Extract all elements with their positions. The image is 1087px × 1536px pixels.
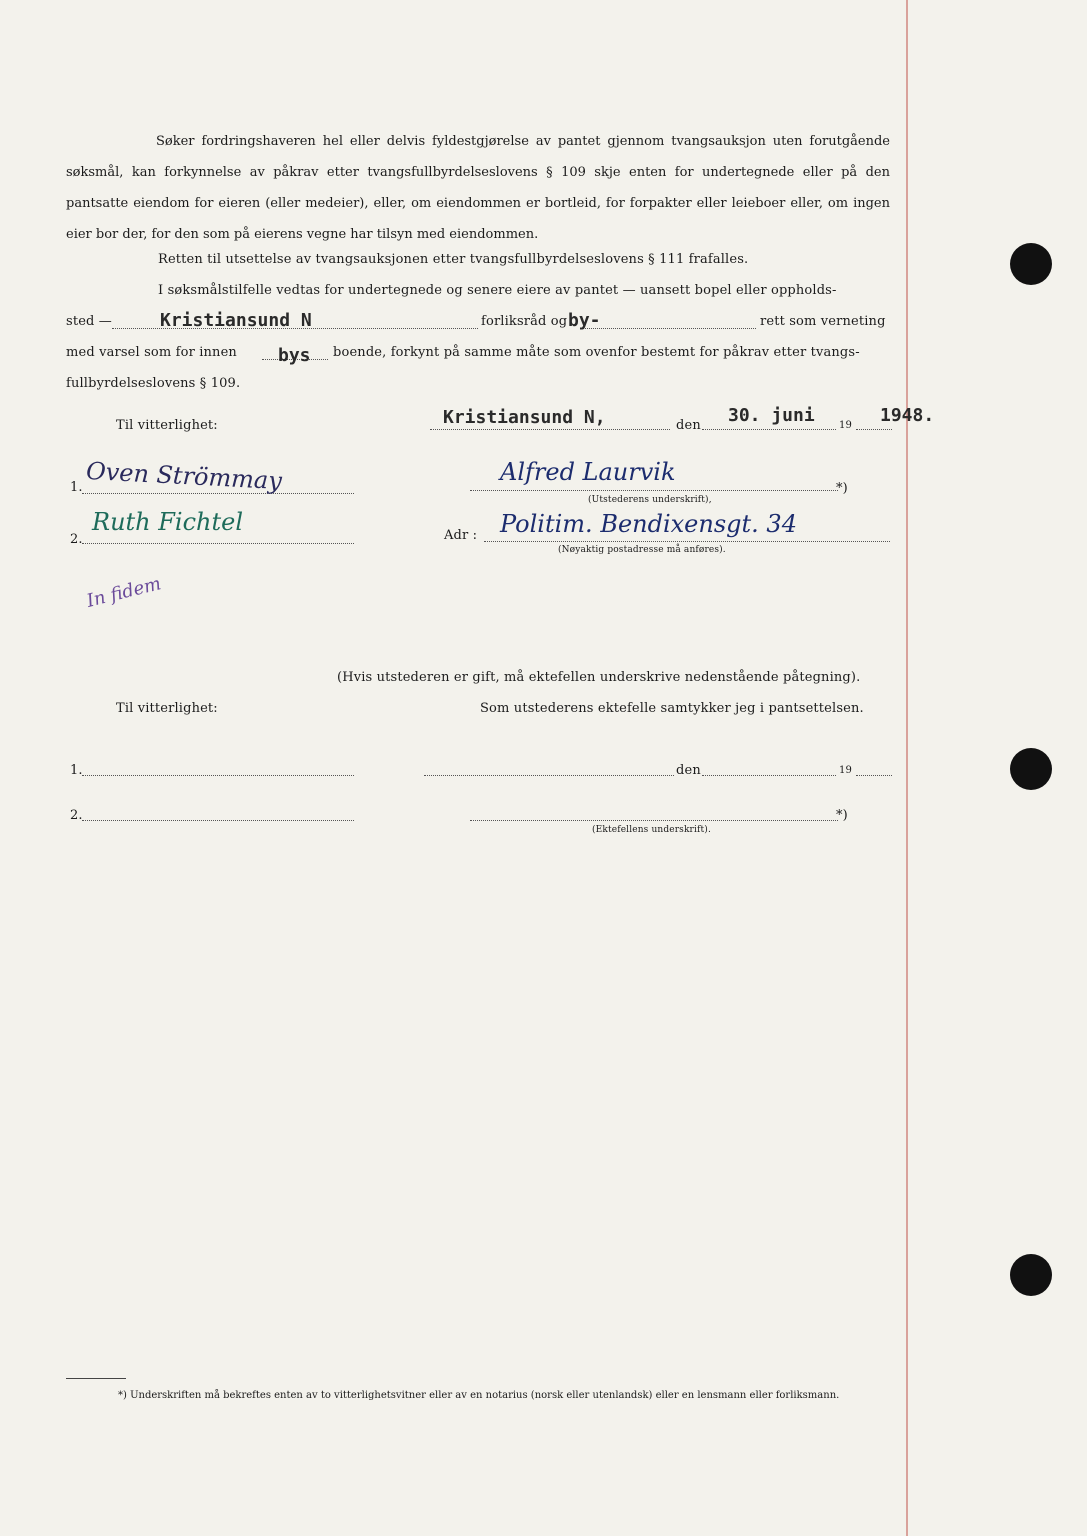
filled-court: by- (568, 310, 601, 331)
witness-signature-1: Oven Strömmay (85, 456, 283, 496)
spouse-date-place-line (424, 775, 674, 776)
filled-bys: bys (278, 345, 311, 366)
witness-signature-2: Ruth Fichtel (92, 508, 244, 536)
spouse-label-century: 19 (839, 765, 853, 776)
issuer-signature-line (470, 490, 838, 491)
filled-place: Kristiansund N (160, 310, 312, 331)
label-med-varsel: med varsel som for innen (66, 345, 237, 360)
label-til-vitterlighet: Til vitterlighet: (116, 418, 218, 433)
filled-date-year: 1948. (880, 405, 935, 426)
spouse-date-year-line (856, 775, 892, 776)
footnote-text: *) Underskriften må bekreftes enten av to vitterlighetsvitner eller av en notarius (norsk eller utenlandsk) eller en lensmann eller forliksmann. (118, 1390, 840, 1401)
witness-number-2: 2. (70, 532, 83, 547)
label-fullbyrdelse: fullbyrdelseslovens § 109. (66, 376, 241, 391)
witness-number-1: 1. (70, 480, 83, 495)
spouse-witness-line-2 (82, 820, 354, 821)
paragraph-tvangsauksjon: Søker fordringshaveren hel eller delvis fyldestgjørelse av pantet gjennom tvangsauksjon uten forutgående søksmål, kan forkynnelse av påkrav etter tvangsfullbyrdelseslovens § 109 skje enten for undertegnede eller på den pantsatte eiendom for eieren (eller medeier), eller, om eiendommen er bortleid, for forpakter eller leieboer eller, om ingen eier bor der, for den som på eierens vegne har tilsyn med eiendommen. (66, 134, 890, 242)
footnote-rule (66, 1378, 126, 1379)
label-boende: boende, forkynt på samme måte som ovenfor bestemt for påkrav etter tvangs- (333, 345, 860, 360)
spouse-date-day-line (702, 775, 836, 776)
address-line (484, 541, 890, 542)
spouse-witness-line-1 (82, 775, 354, 776)
label-century: 19 (839, 420, 853, 431)
paragraph-utsettelse: Retten til utsettelse av tvangsauksjonen etter tvangsfullbyrdelseslovens § 111 frafalles. (158, 252, 749, 267)
text-som-ektefelle: Som utstederens ektefelle samtykker jeg i pantsettelsen. (480, 701, 864, 716)
spouse-witness-number-1: 1. (70, 763, 83, 778)
punch-hole (1010, 748, 1052, 790)
issuer-address: Politim. Bendixensgt. 34 (500, 510, 797, 538)
label-rett: rett som verneting (760, 314, 886, 329)
label-adr: Adr : (444, 528, 478, 543)
label-den: den (676, 418, 701, 433)
paragraph-verneting-line1: I søksmålstilfelle vedtas for undertegnede og senere eiere av pantet — uansett bopel eller oppholds- (158, 283, 837, 298)
label-sted: sted — (66, 314, 112, 329)
label-forliksrad: forliksråd og (481, 314, 568, 329)
spouse-footnote-mark: *) (836, 808, 848, 823)
field-line-date-year (856, 429, 892, 430)
punch-hole (1010, 1254, 1052, 1296)
margin-line (906, 0, 908, 1536)
caption-utstederens-underskrift: (Utstederens underskrift), (588, 495, 712, 505)
field-line-date-day (702, 429, 836, 430)
filled-date-place: Kristiansund N, (443, 407, 606, 428)
field-line-court (580, 328, 756, 329)
witness-line-2 (82, 543, 354, 544)
filled-date-day: 30. juni (728, 405, 815, 426)
caption-ektefellens-underskrift: (Ektefellens underskrift). (592, 825, 711, 835)
witness-line-1 (82, 493, 354, 494)
spouse-label-den: den (676, 763, 701, 778)
caption-postadresse: (Nøyaktig postadresse må anføres). (558, 545, 726, 555)
label-til-vitterlighet-2: Til vitterlighet: (116, 701, 218, 716)
issuer-signature: Alfred Laurvik (500, 458, 676, 486)
spouse-witness-number-2: 2. (70, 808, 83, 823)
footnote-mark: *) (836, 481, 848, 496)
field-line-date-place (430, 429, 670, 430)
stamp-in-fidem: In fidem (84, 573, 164, 612)
text-hvis-gift: (Hvis utstederen er gift, må ektefellen underskrive nedenstående påtegning). (337, 670, 861, 685)
spouse-signature-line (470, 820, 838, 821)
punch-hole (1010, 243, 1052, 285)
